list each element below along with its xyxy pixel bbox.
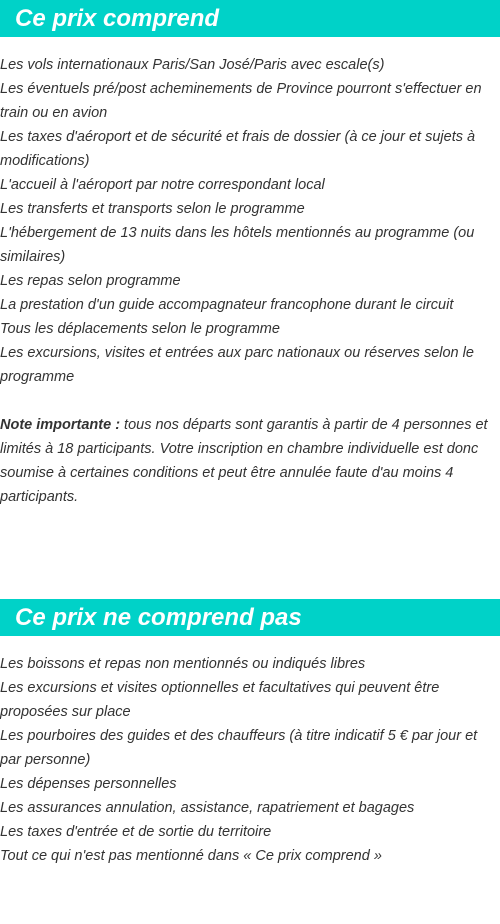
included-section-title: Ce prix comprend (15, 5, 220, 32)
excluded-item: Les excursions et visites optionnelles et facultatives qui peuvent être proposées sur place (0, 680, 440, 720)
included-item: Les repas selon programme (0, 273, 181, 289)
included-item: Tous les déplacements selon le programme (0, 321, 280, 337)
excluded-item: Les dépenses personnelles (0, 776, 177, 792)
excluded-section-title: Ce prix ne comprend pas (15, 604, 302, 631)
included-items-list (0, 53, 500, 389)
included-item: Les taxes d'aéroport et de sécurité et frais de dossier (à ce jour et sujets à modifications) (0, 129, 476, 169)
excluded-section-header (0, 599, 500, 636)
included-section-header (0, 0, 500, 37)
excluded-items-list (0, 652, 500, 868)
important-note-text: tous nos départs sont garantis à partir de 4 personnes et limités à 18 participants. Votre inscription en chambre individuelle est donc soumise à certaines conditions et peut être annulée faute d'au moins 4 participants. (0, 417, 488, 505)
included-item: Les éventuels pré/post acheminements de Province pourront s'effectuer en train ou en avion (0, 81, 482, 121)
important-note-label: Note importante : (0, 417, 121, 433)
excluded-item: Tout ce qui n'est pas mentionné dans « Ce prix comprend » (0, 848, 382, 864)
excluded-item: Les assurances annulation, assistance, rapatriement et bagages (0, 800, 415, 816)
included-item: La prestation d'un guide accompagnateur francophone durant le circuit (0, 297, 454, 313)
important-note (0, 413, 490, 509)
excluded-item: Les pourboires des guides et des chauffeurs (à titre indicatif 5 € par jour et par personne) (0, 728, 478, 768)
excluded-item: Les taxes d'entrée et de sortie du territoire (0, 824, 272, 840)
included-item: Les transferts et transports selon le programme (0, 201, 305, 217)
included-item: Les vols internationaux Paris/San José/Paris avec escale(s) (0, 57, 385, 73)
included-item: Les excursions, visites et entrées aux parc nationaux ou réserves selon le programme (0, 345, 474, 385)
excluded-item: Les boissons et repas non mentionnés ou indiqués libres (0, 656, 366, 672)
included-item: L'hébergement de 13 nuits dans les hôtels mentionnés au programme (ou similaires) (0, 225, 475, 265)
included-item: L'accueil à l'aéroport par notre correspondant local (0, 177, 325, 193)
